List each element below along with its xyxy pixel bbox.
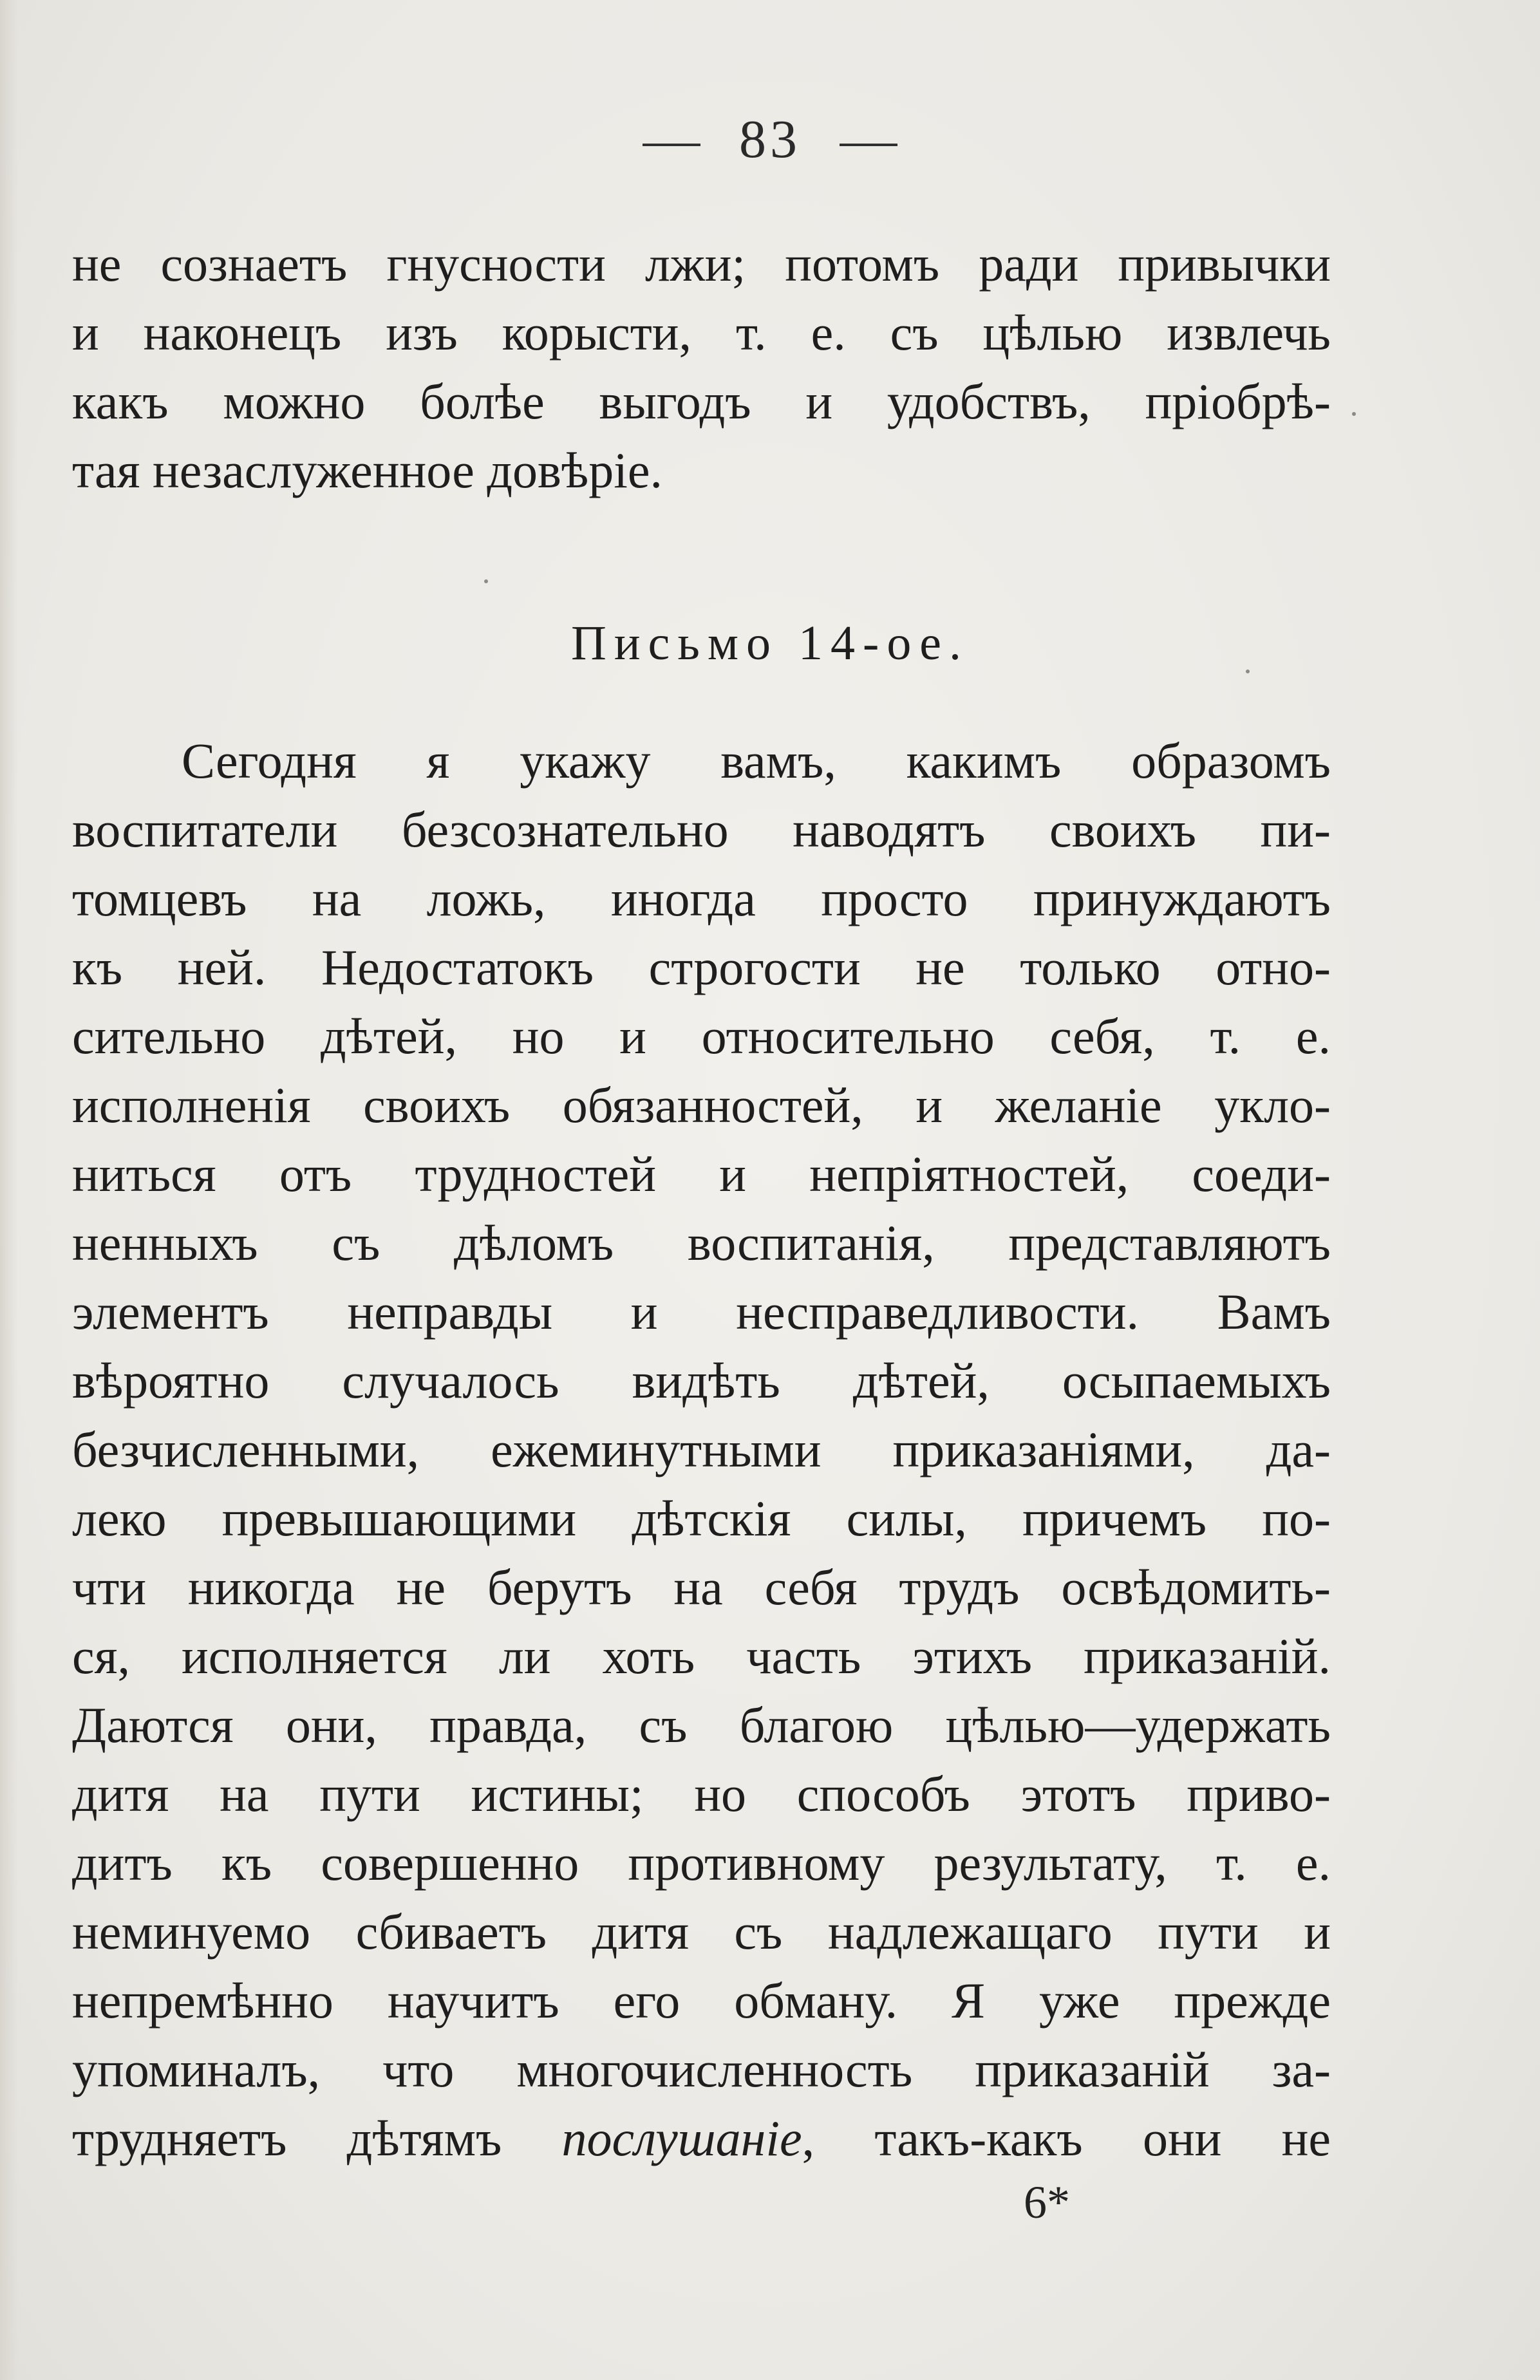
text-line: безчисленными, ежеминутными приказаніями, да- (72, 1421, 1331, 1477)
paper-speck (1352, 412, 1356, 416)
text-line-final (72, 2104, 1331, 2173)
text-line: какъ можно болѣе выгодъ и удобствъ, пріобрѣ- (72, 373, 1331, 429)
signature-mark: 6* (1024, 2177, 1070, 2228)
header-dash-right (840, 144, 897, 146)
text-line: дитя на пути истины; но способъ этотъ приво- (72, 1766, 1331, 1822)
text-line: Даются они, правда, съ благою цѣлью—удержать (72, 1697, 1331, 1753)
text-line: вѣроятно случалось видѣть дѣтей, осыпаемыхъ (72, 1353, 1331, 1409)
text-line: исполненія своихъ обязанностей, и желаніе укло- (72, 1077, 1331, 1133)
text-line: сительно дѣтей, но и относительно себя, т. е. (72, 1008, 1331, 1064)
text-line: ненныхъ съ дѣломъ воспитанія, представляютъ (72, 1215, 1331, 1271)
header-dash-left (643, 144, 700, 146)
emphasized-word: послушаніе (561, 2110, 802, 2166)
text-line: упоминалъ, что многочисленность приказаній за- (72, 2041, 1331, 2097)
text-line: элементъ неправды и несправедливости. Вамъ (72, 1284, 1331, 1340)
text-line: тая незаслуженное довѣріе. (72, 442, 662, 498)
text-line: не сознаетъ гнусности лжи; потомъ ради привычки (72, 236, 1331, 292)
page-header (0, 108, 1540, 171)
paragraph-continued (72, 229, 1331, 505)
text-line: Сегодня я укажу вамъ, какимъ образомъ (182, 733, 1331, 789)
letter-heading: Письмо 14-ое. (570, 616, 969, 670)
text-run: трудняетъ дѣтямъ (72, 2110, 562, 2166)
text-line: непремѣнно научитъ его обману. Я уже прежде (72, 1972, 1331, 2029)
text-line: къ ней. Недостатокъ строгости не только отно- (72, 939, 1331, 995)
text-line: ниться отъ трудностей и непріятностей, соеди- (72, 1146, 1331, 1202)
text-line: неминуемо сбиваетъ дитя съ надлежащаго пути и (72, 1904, 1331, 1960)
text-line: дитъ къ совершенно противному результату, т. е. (72, 1835, 1331, 1891)
text-line: томцевъ на ложь, иногда просто принуждаютъ (72, 870, 1331, 926)
paper-speck (484, 579, 488, 583)
text-line: ся, исполняется ли хоть часть этихъ приказаній. (72, 1628, 1331, 1684)
page-number: 83 (739, 109, 801, 169)
text-line: леко превышающими дѣтскія силы, причемъ по- (72, 1490, 1331, 1546)
text-line: воспитатели безсознательно наводятъ своихъ пи- (72, 801, 1331, 857)
letter-body (72, 726, 1331, 2173)
text-line: и наконецъ изъ корысти, т. е. съ цѣлью извлечь (72, 305, 1331, 361)
text-run: , такъ-какъ они не (802, 2110, 1331, 2166)
text-line: чти никогда не берутъ на себя трудъ освѣдомить- (72, 1559, 1331, 1615)
paper-speck (1246, 670, 1250, 673)
page-edge-shadow (0, 0, 18, 2380)
